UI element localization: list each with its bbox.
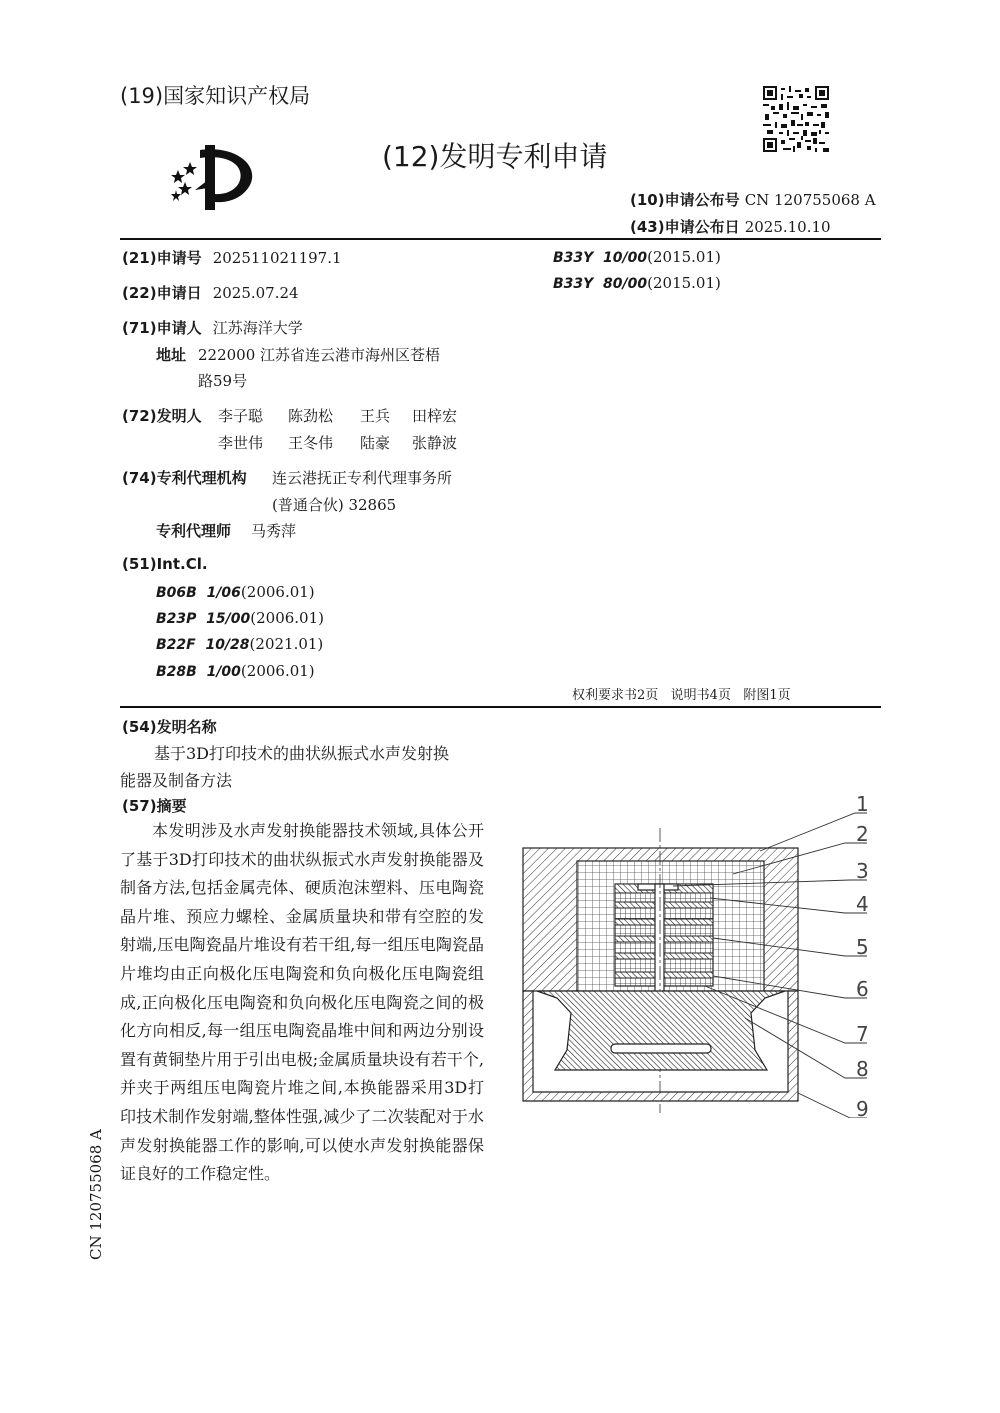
head-cavity: [611, 1044, 711, 1053]
abstract-label: (57)摘要: [122, 797, 187, 815]
publication-date: 2025.10.10: [744, 218, 831, 236]
address-label: 地址: [156, 346, 187, 364]
inventor-name: 王兵: [360, 407, 391, 425]
figure-label: 3: [856, 859, 869, 883]
intcl-item: B23P 15/00(2006.01): [156, 609, 324, 627]
filing-date-row: [122, 282, 299, 303]
application-number: 202511021197.1: [212, 249, 342, 267]
header-rule: [120, 238, 881, 240]
figure-label: 2: [856, 822, 869, 846]
publication-date-row: [630, 216, 831, 237]
inventor-name: 田梓宏: [412, 407, 458, 425]
side-publication-stamp: CN 120755068 A: [87, 1129, 105, 1260]
agency-line-1: 连云港抚正专利代理事务所: [272, 469, 453, 487]
application-number-label: (21)申请号: [122, 249, 202, 267]
application-number-row: [122, 247, 342, 268]
invention-title-line-1: 基于3D打印技术的曲状纵振式水声发射换: [154, 744, 450, 763]
applicant-name: 江苏海洋大学: [212, 319, 303, 337]
publication-number-label: (10)申请公布号: [630, 191, 740, 209]
intcl-label: (51)Int.Cl.: [122, 555, 208, 573]
address-line-2: 路59号: [198, 372, 248, 390]
agent-name: 马秀萍: [251, 522, 297, 540]
abstract-body: [120, 817, 484, 1189]
intcl-item: B06B 1/06(2006.01): [156, 583, 315, 601]
publication-date-label: (43)申请公布日: [630, 218, 740, 236]
filing-date: 2025.07.24: [212, 284, 299, 302]
inventor-name: 李世伟: [218, 434, 264, 452]
intcl-item: B33Y 10/00(2015.01): [553, 248, 721, 266]
radiating-head: [537, 991, 785, 1070]
publication-number-row: [630, 189, 876, 210]
figure-label: 1: [856, 792, 869, 816]
invention-title-line-2: 能器及制备方法: [120, 771, 233, 790]
cnipa-logo: [160, 140, 260, 215]
figure-label: 6: [856, 977, 869, 1001]
figure-label: 7: [856, 1022, 869, 1046]
abstract-text: 本发明涉及水声发射换能器技术领域,具体公开了基于3D打印技术的曲状纵振式水声发射换能器及制备方法,包括金属壳体、硬质泡沫塑料、压电陶瓷晶片堆、预应力螺栓、金属质量块和带有空腔的发射端,压电陶瓷晶片堆设有若干组,每一组压电陶瓷晶片堆均由正向极化压电陶瓷和负向极化压电陶瓷组成,正向极化压电陶瓷和负向极化压电陶瓷之间的极化方向相反,每一组压电陶瓷晶堆中间和两边分别设置有黄铜垫片用于引出电极;金属质量块设有若干个,并夹于两组压电陶瓷片堆之间,本换能器采用3D打印技术制作发射端,整体性强,减少了二次装配对于水声发射换能器工作的影响,可以使水声发射换能器保证良好的工作稳定性。: [120, 821, 484, 1184]
intcl-item: B33Y 80/00(2015.01): [553, 274, 721, 292]
inventor-name: 陈劲松: [288, 407, 334, 425]
prestress-bolt: [655, 884, 664, 998]
applicant-row: [122, 317, 303, 338]
qr-code-image: [763, 86, 829, 152]
page-count-note: 权利要求书2页 说明书4页 附图1页: [572, 688, 791, 703]
agency-line-2: (普通合伙) 32865: [272, 496, 397, 514]
document-type: (12)发明专利申请: [382, 140, 608, 173]
figure-label: 5: [856, 935, 869, 959]
address-line-1: 222000 江苏省连云港市海州区苍梧: [198, 346, 441, 364]
figure-label: 8: [856, 1057, 869, 1081]
inventor-name: 张静波: [412, 434, 458, 452]
applicant-label: (71)申请人: [122, 319, 202, 337]
inventors-row-1: [218, 405, 457, 426]
office-name: (19)国家知识产权局: [120, 84, 311, 108]
agency-label: (74)专利代理机构: [122, 469, 247, 487]
publication-number: CN 120755068 A: [744, 191, 876, 209]
inventor-name: 李子聪: [218, 407, 264, 425]
transducer-figure: [515, 788, 885, 1118]
figure-label: 4: [856, 892, 869, 916]
biblio-rule: [120, 706, 881, 708]
figure-label: 9: [856, 1097, 869, 1118]
title-label: (54)发明名称: [122, 718, 217, 736]
agent-label: 专利代理师: [156, 522, 232, 540]
intcl-item: B28B 1/00(2006.01): [156, 662, 315, 680]
inventor-name: 王冬伟: [288, 434, 334, 452]
inventor-name: 陆豪: [360, 434, 391, 452]
inventors-label: (72)发明人: [122, 407, 202, 425]
filing-date-label: (22)申请日: [122, 284, 202, 302]
inventors-row-2: [218, 432, 457, 453]
intcl-item: B22F 10/28(2021.01): [156, 635, 324, 653]
